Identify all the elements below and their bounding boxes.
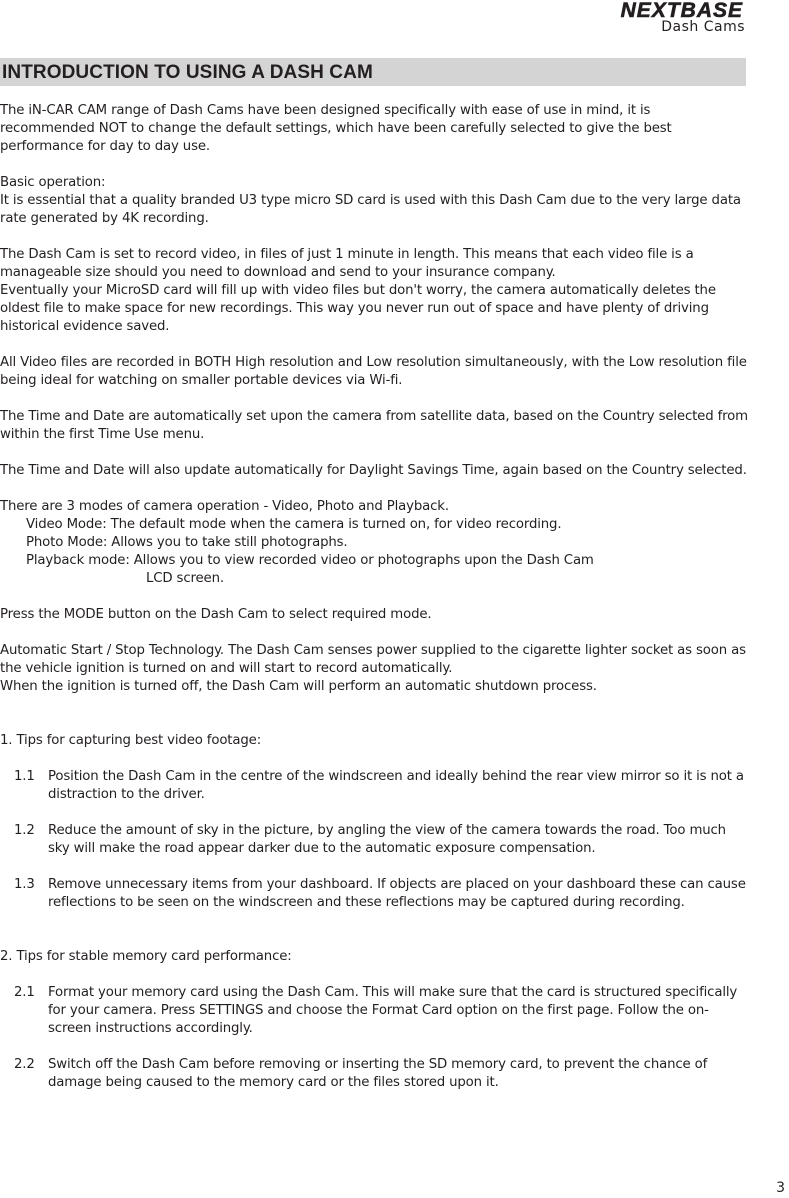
tip-item — [14, 1056, 748, 1092]
tip-text: Position the Dash Cam in the centre of the windscreen and ideally behind the rear view mirror so it is not a distraction to the driver. — [48, 769, 744, 802]
auto-start-block — [0, 642, 748, 696]
tip-number: 2.2 — [14, 1057, 35, 1072]
basic-operation-block — [0, 174, 748, 228]
nextbase-logo — [523, 0, 745, 40]
logo-subtitle: Dash Cams — [661, 19, 745, 35]
modes-block — [0, 498, 748, 588]
recording-block — [0, 246, 748, 336]
tip-text: Switch off the Dash Cam before removing or inserting the SD memory card, to prevent the chance of damage being caused to the memory card or the files stored upon it. — [48, 1057, 708, 1090]
tip-number: 2.1 — [14, 985, 35, 1000]
nextbase-wordmark — [523, 0, 745, 20]
recording-text-2: Eventually your MicroSD card will fill up with video files but don't worry, the camera automatically deletes the oldest file to make space for new recordings. This way you never run out of space and have plenty of driving historical evidence saved. — [0, 283, 716, 334]
basic-operation-heading: Basic operation: — [0, 175, 106, 190]
tip-item — [14, 984, 748, 1038]
modes-heading: There are 3 modes of camera operation - Video, Photo and Playback. — [0, 499, 449, 514]
tip-number: 1.2 — [14, 823, 35, 838]
playback-mode-continued: LCD screen. — [146, 571, 224, 586]
recording-text-1: The Dash Cam is set to record video, in files of just 1 minute in length. This means that each video file is a manageable size should you need to download and send to your insurance company. — [0, 247, 694, 280]
main-content — [0, 102, 748, 1110]
basic-operation-text: It is essential that a quality branded U3 type micro SD card is used with this Dash Cam due to the very large data rate generated by 4K recording. — [0, 193, 741, 226]
section-header-bar — [0, 58, 746, 86]
playback-mode: Playback mode: Allows you to view recorded video or photographs upon the Dash Cam — [26, 553, 594, 568]
tip-number: 1.3 — [14, 877, 35, 892]
section-title: INTRODUCTION TO USING A DASH CAM — [2, 62, 373, 83]
page-number: 3 — [776, 1180, 785, 1196]
tips-memory-title: 2. Tips for stable memory card performance: — [0, 949, 292, 964]
resolution-paragraph: All Video files are recorded in BOTH High resolution and Low resolution simultaneously, with the Low resolution file being ideal for watching on smaller portable devices via Wi-fi. — [0, 355, 747, 388]
photo-mode: Photo Mode: Allows you to take still photographs. — [26, 535, 348, 550]
tip-item — [14, 822, 748, 858]
tip-text: Format your memory card using the Dash Cam. This will make sure that the card is structured specifically for your camera. Press SETTINGS and choose the Format Card option on the first page. Follow the on-screen instructions accordingly. — [48, 985, 738, 1036]
intro-paragraph: The iN-CAR CAM range of Dash Cams have been designed specifically with ease of use in mind, it is recommended NOT to change the default settings, which have been carefully selected to give the best performance for day to day use. — [0, 103, 672, 154]
daylight-savings-paragraph: The Time and Date will also update automatically for Daylight Savings Time, again based on the Country selected. — [0, 463, 747, 478]
tip-item — [14, 876, 748, 912]
time-date-paragraph: The Time and Date are automatically set upon the camera from satellite data, based on the Country selected from within the first Time Use menu. — [0, 409, 748, 442]
tips-video-title: 1. Tips for capturing best video footage: — [0, 733, 262, 748]
tip-text: Reduce the amount of sky in the picture, by angling the view of the camera towards the road. Too much sky will make the road appear darker due to the automatic exposure compensation. — [48, 823, 726, 856]
video-mode: Video Mode: The default mode when the camera is turned on, for video recording. — [26, 517, 562, 532]
auto-start-text: Automatic Start / Stop Technology. The Dash Cam senses power supplied to the cigarette lighter socket as soon as the vehicle ignition is turned on and will start to record automatically. — [0, 643, 746, 676]
svg-text:NEXTBASE: NEXTBASE — [620, 0, 743, 20]
tip-number: 1.1 — [14, 769, 35, 784]
shutdown-text: When the ignition is turned off, the Dash Cam will perform an automatic shutdown process. — [0, 679, 597, 694]
mode-button-paragraph: Press the MODE button on the Dash Cam to select required mode. — [0, 607, 432, 622]
tip-item — [14, 768, 748, 804]
tip-text: Remove unnecessary items from your dashboard. If objects are placed on your dashboard these can cause reflections to be seen on the windscreen and these reflections may be captured during recording. — [48, 877, 746, 910]
